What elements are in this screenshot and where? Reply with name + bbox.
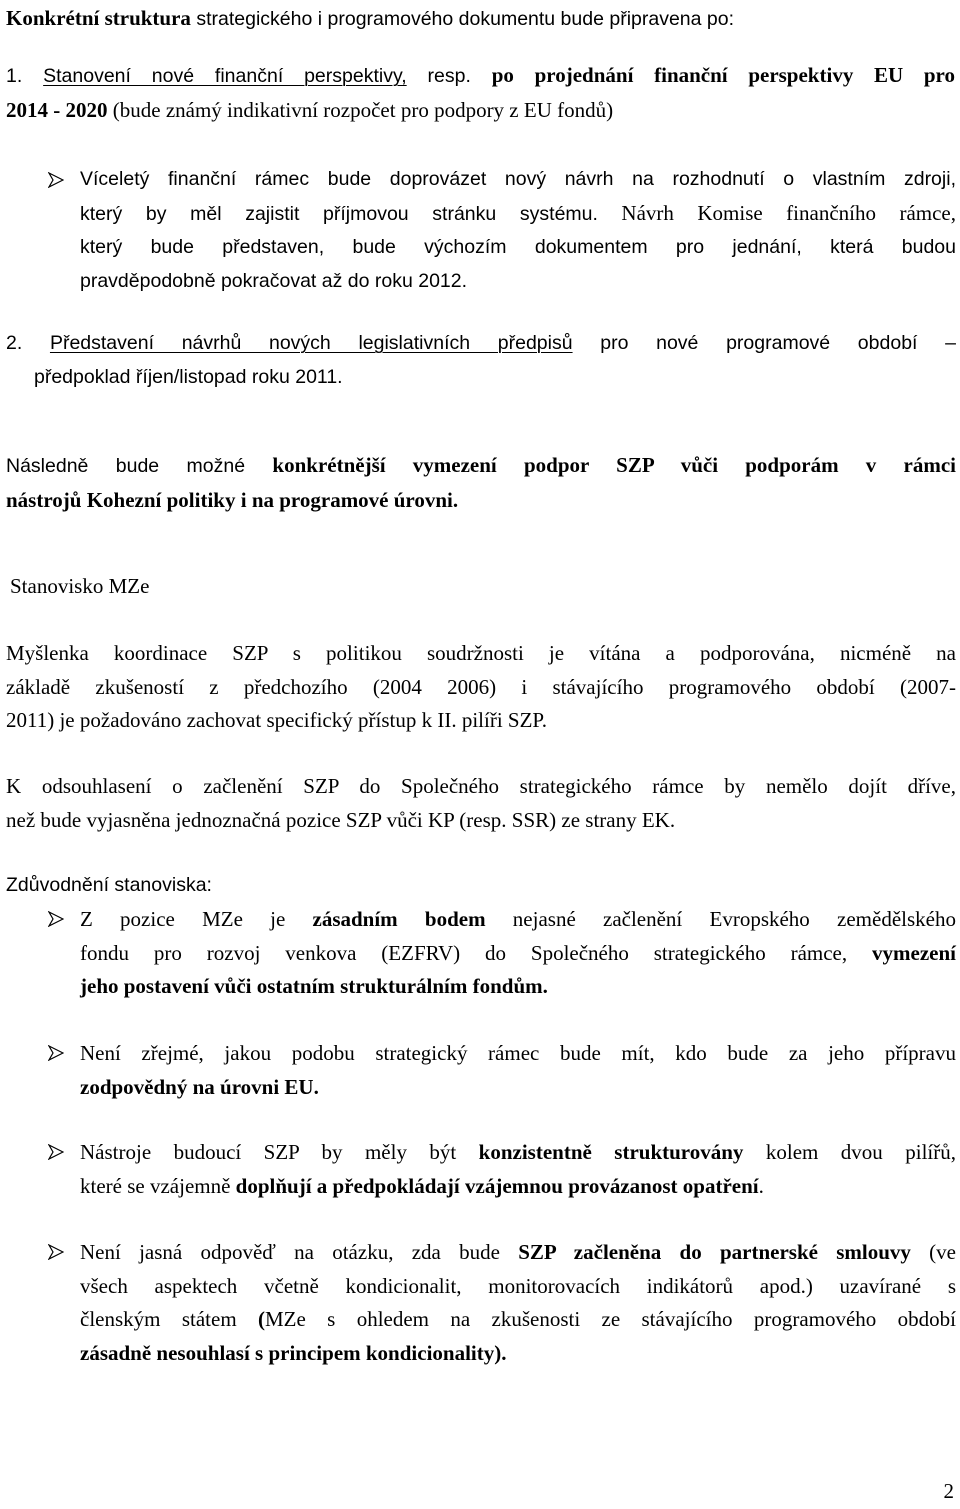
arrowhead-bullet-icon [48,911,64,927]
b4-l1c: (ve [910,1240,956,1264]
item2-line2: předpoklad říjen/listopad roku 2011. [34,365,343,388]
para1-bold2: nástrojů Kohezní politiky i na programové úrovni. [6,487,459,512]
page-number [900,1475,954,1509]
b4-l3c: MZe s ohledem na zkušenosti ze stávajícího programového období [265,1307,956,1331]
item2-link: Představení návrhů nových legislativních předpisů [49,332,573,354]
b3-l1a: Nástroje budoucí SZP by měly být [80,1140,479,1164]
item1-rest: (bude známý indikativní rozpočet pro podpory z EU fondů) [107,97,614,122]
sub1-line3: který bude představen, bude výchozím dokumentem pro jednání, která budou [80,236,956,258]
b3-l1b: konzistentně strukturovány [478,1140,744,1164]
arrowhead-bullet-icon [48,1144,64,1160]
para1-bold1: konkrétnější vymezení podpor SZP vůči podporám v rámci [272,453,956,477]
list-item-2 [6,327,956,394]
b4-l2: všech aspektech včetně kondicionalit, monitorovacích indikátorů apod.) uzavírané s [80,1273,956,1298]
item1-plain: resp. [406,65,492,87]
sub-bullet-financial-frame [80,163,956,298]
b1-l2b: vymezení [872,940,956,965]
item1-years: 2014 - 2020 [6,97,108,122]
b1-l2a: fondu pro rozvoj venkova (EZFRV) do Společného strategického rámce, [80,940,873,965]
bullet-ezfrv [80,903,956,1004]
intro-line [6,2,946,37]
b4-l3a: členským státem [80,1307,258,1331]
bullet-pillars [80,1136,956,1203]
stanovisko-p1-line3: 2011) je požadováno zachovat specifický přístup k II. pilíři SZP. [6,708,548,732]
b4-l1a: Není jasná odpověď na otázku, zda bude [80,1240,519,1264]
paragraph-next-steps [6,449,956,517]
b1-l1a: Z pozice MZe je [80,907,313,931]
sub1-line2b: Návrh Komise finančního rámce, [597,200,956,225]
arrowhead-bullet-icon [48,1244,64,1260]
b3-l2c: . [758,1173,764,1198]
stanovisko-heading: Stanovisko MZe [10,574,150,598]
zduvodneni-heading: Zdůvodnění stanoviska: [6,874,212,896]
stanovisko-p1-line1: Myšlenka koordinace SZP s politikou soudržnosti je vítána a podporována, nicméně na [6,641,956,665]
intro-bold: Konkrétní struktura [6,6,191,30]
b1-l1c: nejasné začlenění Evropského zemědělského [485,907,956,931]
sub1-line2a: který by měl zajistit příjmovou stránku systému. [80,202,598,225]
stanovisko-paragraph-2 [6,770,956,837]
stanovisko-paragraph-1 [6,637,956,738]
item2-number: 2. [6,332,50,354]
stanovisko-p2-line2: než bude vyjasněna jednoznačná pozice SZP vůči KP (resp. SSR) ze strany EK. [6,807,676,832]
b4-l1b: SZP začleněna do partnerské smlouvy [518,1240,911,1264]
b3-l1c: kolem dvou pilířů, [743,1140,956,1164]
bullet-partnership [80,1236,956,1370]
item1-number: 1. [6,65,44,87]
b3-l2b: doplňují a předpokládají vzájemnou provázanost opatření [235,1173,759,1198]
stanovisko-p2-line1: K odsouhlasení o začlenění SZP do Společného strategického rámce by nemělo dojít dříve, [6,774,956,798]
item1-link: Stanovení nové finanční perspektivy, [43,65,407,87]
b1-l1b: zásadním bodem [312,907,486,931]
b4-l3b: ( [258,1307,265,1331]
b4-l4: zásadně nesouhlasí s principem kondicionality). [80,1340,507,1365]
section-heading-zduvodneni [6,869,406,903]
section-heading-stanovisko [10,570,410,604]
b1-l3: jeho postavení vůči ostatním strukturálním fondům. [80,974,548,998]
b2-l2: zodpovědný na úrovni EU. [80,1074,319,1099]
bullet-strategic-frame [80,1037,956,1104]
sub1-line4: pravděpodobně pokračovat až do roku 2012. [80,269,468,292]
b2-l1: Není zřejmé, jakou podobu strategický rámec bude mít, kdo bude za jeho přípravu [80,1041,956,1065]
intro-rest: strategického i programového dokumentu bude připravena po: [190,8,735,30]
item1-bold: po projednání finanční perspektivy EU pro [491,63,955,87]
arrowhead-bullet-icon [48,172,64,188]
sub1-line1: Víceletý finanční rámec bude doprovázet nový návrh na rozhodnutí o vlastním zdroji, [80,168,956,190]
para1-lead: Následně bude možné [6,455,273,477]
page-number-text: 2 [943,1479,954,1503]
item2-rest: pro nové programové období – [572,332,956,354]
stanovisko-p1-line2: základě zkušeností z předchozího (2004 2006) i stávajícího programového období (2007- [6,674,956,699]
arrowhead-bullet-icon [48,1045,64,1061]
list-item-1 [6,59,955,127]
b3-l2a: které se vzájemně [80,1173,236,1198]
